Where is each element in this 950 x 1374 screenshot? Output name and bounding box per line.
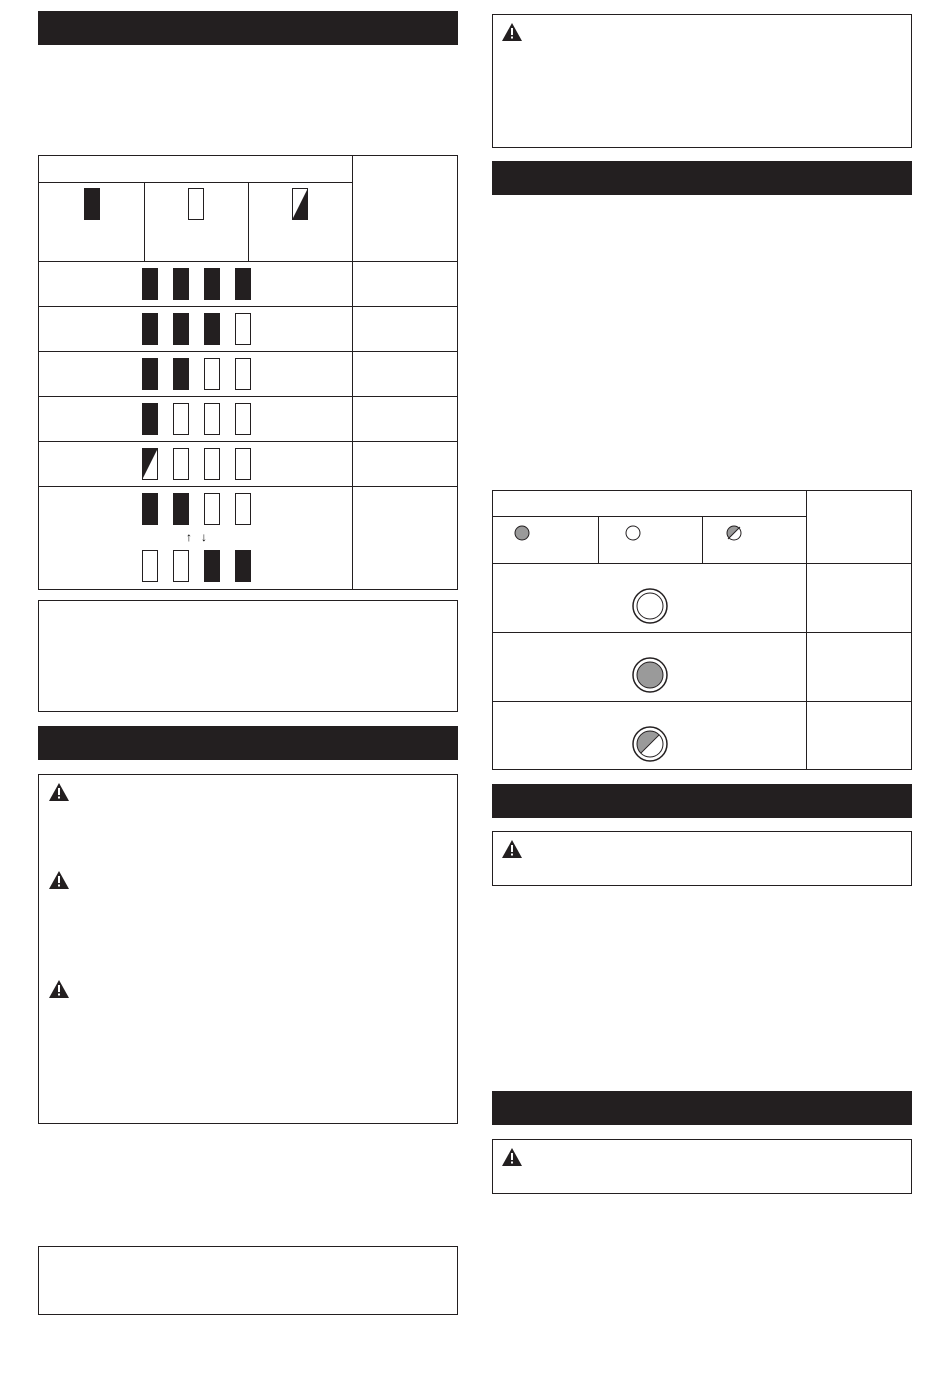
lamp-blinking-icon <box>632 726 668 762</box>
note-box <box>38 1246 458 1315</box>
lamp-blinking-icon <box>726 525 742 541</box>
section-header-bar <box>492 784 912 818</box>
segment-off-icon <box>188 188 204 220</box>
segment-lit-icon <box>142 358 158 390</box>
arrow-up-icon: ↑ <box>186 530 192 544</box>
warning-triangle-icon <box>48 979 70 999</box>
table-divider <box>144 182 145 261</box>
table-divider <box>598 516 599 563</box>
lamp-off-icon <box>625 525 641 541</box>
section-header-bar <box>492 1091 912 1125</box>
segment-off-icon <box>173 448 189 480</box>
segment-lit-icon <box>173 313 189 345</box>
segment-off-icon <box>235 448 251 480</box>
segment-lit-icon <box>173 493 189 525</box>
segment-off-icon <box>204 448 220 480</box>
segment-lit-icon <box>235 268 251 300</box>
segment-lit-icon <box>142 313 158 345</box>
section-header-bar <box>38 726 458 760</box>
segment-off-icon <box>235 313 251 345</box>
table-divider <box>493 701 911 702</box>
table-divider <box>352 156 353 589</box>
lamp-indicator-table <box>492 490 912 770</box>
segment-lit-icon <box>235 550 251 582</box>
segment-off-icon <box>204 493 220 525</box>
section-header-bar <box>492 161 912 195</box>
segment-lit-icon <box>142 268 158 300</box>
table-divider <box>39 182 352 183</box>
segment-off-icon <box>204 358 220 390</box>
segment-off-icon <box>235 403 251 435</box>
table-divider <box>39 396 457 397</box>
caution-box <box>38 774 458 1124</box>
segment-lit-icon <box>142 493 158 525</box>
caution-box <box>492 1139 912 1194</box>
warning-triangle-icon <box>501 22 523 42</box>
note-box <box>38 600 458 712</box>
lamp-on-icon <box>514 525 530 541</box>
segment-blinking-icon <box>292 188 308 220</box>
table-divider <box>248 182 249 261</box>
segment-lit-icon <box>142 403 158 435</box>
caution-box <box>492 831 912 886</box>
segment-off-icon <box>235 493 251 525</box>
segment-blinking-icon <box>142 448 158 480</box>
segment-off-icon <box>204 403 220 435</box>
table-divider <box>39 261 457 262</box>
segment-off-icon <box>235 358 251 390</box>
table-divider <box>806 491 807 769</box>
arrow-down-icon: ↓ <box>201 530 207 544</box>
segment-lit-icon <box>204 313 220 345</box>
segment-lit-icon <box>173 268 189 300</box>
segment-off-icon <box>142 550 158 582</box>
table-divider <box>493 632 911 633</box>
battery-indicator-table <box>38 155 458 590</box>
table-divider <box>493 563 911 564</box>
warning-triangle-icon <box>501 1147 523 1167</box>
lamp-off-icon <box>632 588 668 624</box>
section-header-bar <box>38 11 458 45</box>
warning-triangle-icon <box>48 782 70 802</box>
caution-box <box>492 14 912 148</box>
lamp-on-icon <box>632 657 668 693</box>
segment-lit-icon <box>204 550 220 582</box>
table-divider <box>493 516 806 517</box>
table-divider <box>702 516 703 563</box>
table-divider <box>39 441 457 442</box>
table-divider <box>39 486 457 487</box>
segment-lit-icon <box>84 188 100 220</box>
segment-lit-icon <box>173 358 189 390</box>
segment-off-icon <box>173 403 189 435</box>
segment-off-icon <box>173 550 189 582</box>
table-divider <box>39 306 457 307</box>
segment-lit-icon <box>204 268 220 300</box>
warning-triangle-icon <box>501 839 523 859</box>
table-divider <box>39 351 457 352</box>
warning-triangle-icon <box>48 870 70 890</box>
